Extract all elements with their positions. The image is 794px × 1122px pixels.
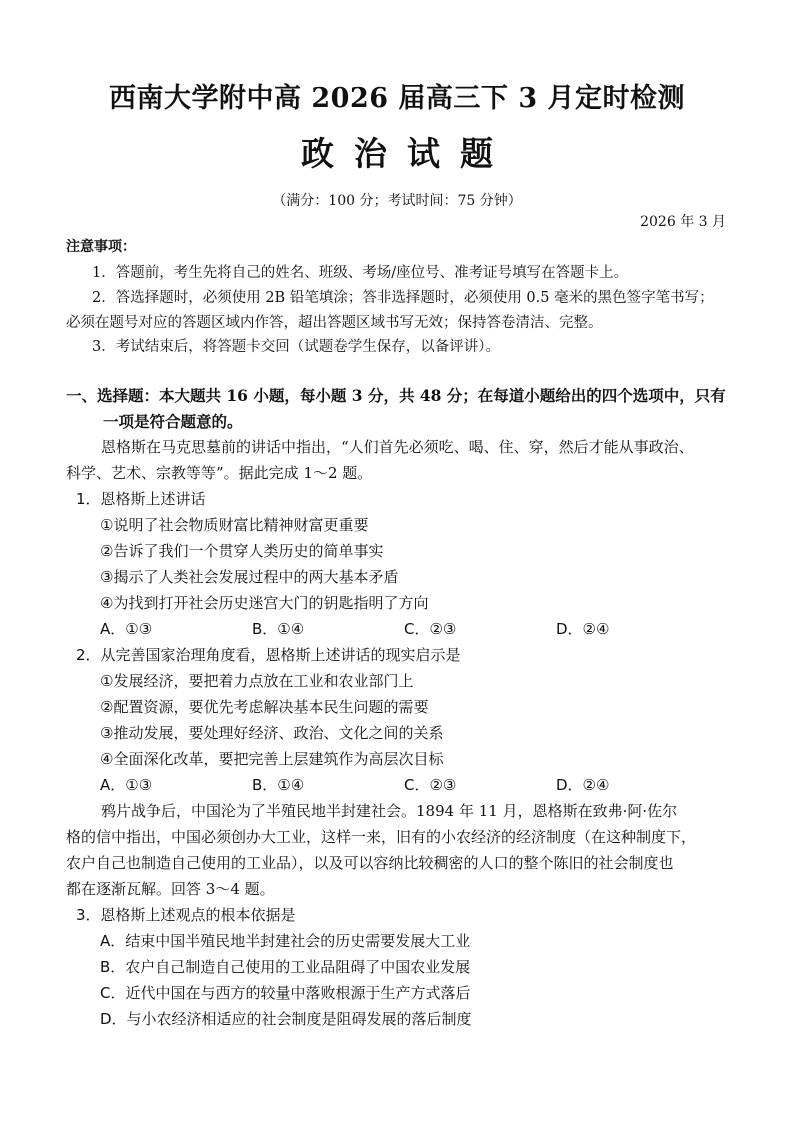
material-text: 科学、艺术、宗教等等”。据此完成 1～2 题。 <box>66 464 373 482</box>
question-stem: 2．从完善国家治理角度看，恩格斯上述讲话的现实启示是 <box>76 646 461 664</box>
option-d: D．与小农经济相适应的社会制度是阻碍发展的落后制度 <box>100 1010 472 1028</box>
option-c: C．近代中国在与西方的较量中落败根源于生产方式落后 <box>100 984 471 1002</box>
question-stem: 1．恩格斯上述讲话 <box>76 490 206 508</box>
question-item: ②告诉了我们一个贯穿人类历史的简单事实 <box>100 542 384 560</box>
question-item: ②配置资源，要优先考虑解决基本民生问题的需要 <box>100 698 429 716</box>
question-item: ④全面深化改革，要把完善上层建筑作为高层次目标 <box>100 750 444 768</box>
notice-item: 3．考试结束后，将答题卡交回（试题卷学生保存，以备评讲）。 <box>92 339 500 355</box>
subject-title: 政治试题 <box>301 134 513 173</box>
option-a: A．①③ <box>100 776 153 794</box>
material-text: 格的信中指出，中国必须创办大工业，这样一来，旧有的小农经济的经济制度（在这种制度下， <box>66 828 697 846</box>
option-b: B．①④ <box>252 776 305 794</box>
option-c: C．②③ <box>404 776 457 794</box>
exam-date: 2026 年 3 月 <box>640 214 726 230</box>
exam-title: 西南大学附中高 2026 届高三下 3 月定时检测 <box>108 83 686 114</box>
question-item: ①发展经济，要把着力点放在工业和农业部门上 <box>100 672 414 690</box>
exam-meta: （满分：100 分；考试时间：75 分钟） <box>272 193 522 209</box>
material-text: 鸦片战争后，中国沦为了半殖民地半封建社会。1894 年 11 月，恩格斯在致弗·阿·佐尔 <box>101 802 678 820</box>
question-stem: 3．恩格斯上述观点的根本依据是 <box>76 906 296 924</box>
option-d: D．②④ <box>556 620 610 638</box>
notice-item: 2．答选择题时，必须使用 2B 铅笔填涂；答非选择题时，必须使用 0.5 毫米的黑色签字笔书写； <box>92 290 714 306</box>
notice-item: 必须在题号对应的答题区域内作答，超出答题区域书写无效；保持答卷清洁、完整。 <box>66 315 603 331</box>
material-text: 都在逐渐瓦解。回答 3～4 题。 <box>66 880 275 898</box>
question-item: ③推动发展，要处理好经济、政治、文化之间的关系 <box>100 724 444 742</box>
question-item: ③揭示了人类社会发展过程中的两大基本矛盾 <box>100 568 399 586</box>
material-text: 农户自己也制造自己使用的工业品），以及可以容纳比较稠密的人口的整个陈旧的社会制度也 <box>66 854 674 872</box>
option-d: D．②④ <box>556 776 610 794</box>
material-text: 恩格斯在马克思墓前的讲话中指出，“人们首先必须吃、喝、住、穿，然后才能从事政治、 <box>101 438 694 456</box>
question-item: ④为找到打开社会历史迷宫大门的钥匙指明了方向 <box>100 594 429 612</box>
notice-title: 注意事项： <box>66 239 136 255</box>
option-a: A．结束中国半殖民地半封建社会的历史需要发展大工业 <box>100 932 471 950</box>
option-a: A．①③ <box>100 620 153 638</box>
option-c: C．②③ <box>404 620 457 638</box>
option-b: B．①④ <box>252 620 305 638</box>
section-heading-cont: 一项是符合题意的。 <box>103 412 243 431</box>
section-heading: 一、选择题：本大题共 16 小题，每小题 3 分，共 48 分；在每道小题给出的四个选项中，只有 <box>66 386 726 405</box>
question-item: ①说明了社会物质财富比精神财富更重要 <box>100 516 369 534</box>
notice-item: 1．答题前，考生先将自己的姓名、班级、考场/座位号、准考证号填写在答题卡上。 <box>92 265 629 281</box>
option-b: B．农户自己制造自己使用的工业品阻碍了中国农业发展 <box>100 958 471 976</box>
